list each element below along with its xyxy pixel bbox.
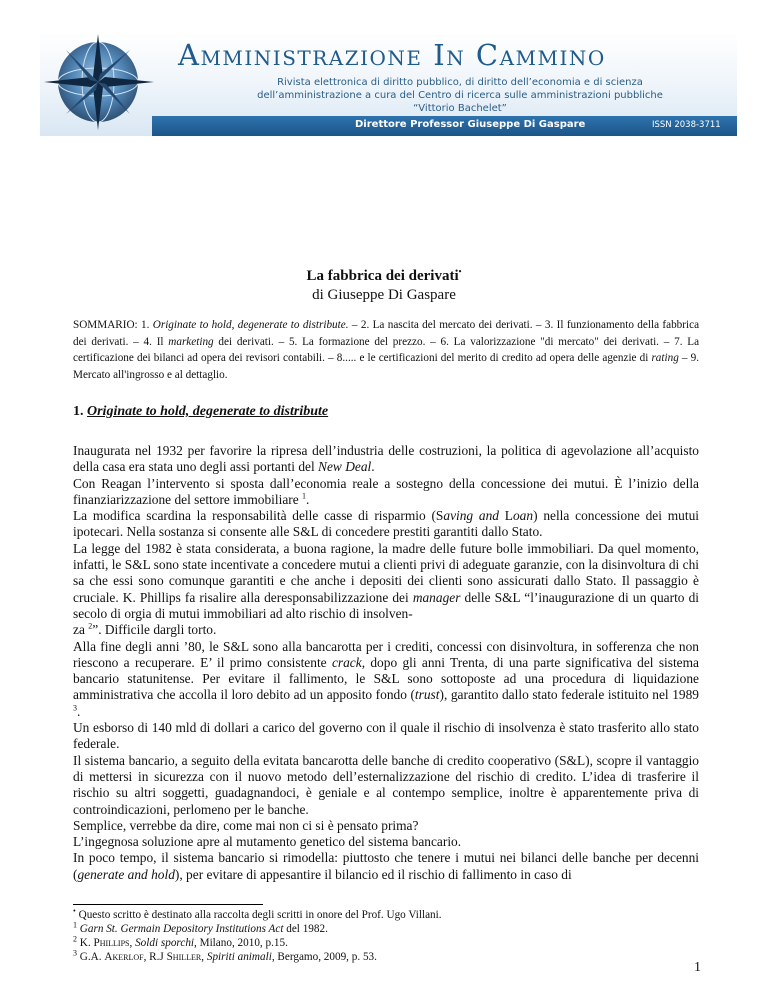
- summary-item: 4. Il marketing dei derivati. –: [143, 335, 289, 348]
- summary-item: 3. Il funzionamento della fabbrica dei derivati. –: [73, 319, 700, 348]
- footnote-ref: 1: [302, 491, 307, 501]
- summary: [73, 317, 699, 383]
- section-number: 1.: [73, 404, 84, 419]
- paragraph: Il sistema bancario, a seguito della evitata bancarotta delle banche di credito cooperativo (S&L), scopre il vantaggio di mettersi in sicurezza con il nuovo metodo dell’esternalizzazione del rischio di credito. L’idea di trasferire il rischio su altri soggetti, guadagnandoci, è geniale e al contempo semplice, inoltre è apparentemente priva di controindicazioni, perlomeno per le banche.: [73, 752, 699, 817]
- journal-banner: [40, 32, 737, 136]
- summary-item: 6. La valorizzazione "di mercato" dei derivati. –: [440, 335, 675, 348]
- title-footnote-mark: •: [458, 267, 462, 276]
- footnote: $^1$ Garn St. Germain Depository Institutions Act del 1982.: [73, 920, 328, 935]
- paragraph: Semplice, verrebbe da dire, come mai non ci si è pensato prima?: [73, 817, 419, 833]
- summary-item: 9. Mercato all'ingrosso e al dettaglio.: [73, 352, 699, 381]
- summary-item: 8..... e le certificazioni del merito di credito ad opera delle agenzie di rating –: [336, 352, 691, 364]
- footnote: $^2$ K. Phillips, Soldi sporchi, Milano, 2010, p.15.: [73, 934, 288, 949]
- article-body: [73, 443, 699, 883]
- paragraph: In poco tempo, il sistema bancario si rimodella: piuttosto che tenere i mutui nei bilanci delle banche per decenni (generate and hold), per evitare di appesantire il bilancio ed il rischio di fallimento in caso di: [73, 850, 699, 882]
- section-heading: [73, 404, 328, 420]
- footnote: $^3$ G.A. Akerlof, R.J Shiller, Spiriti animali, Bergamo, 2009, p. 53.: [73, 948, 377, 963]
- page-number: 1: [694, 960, 701, 975]
- article-title-text: La fabbrica dei derivati: [306, 268, 459, 284]
- paragraph: Alla fine degli anni ’80, le S&L sono alla bancarotta per i crediti, concessi con disinvoltura, in sofferenza che non riescono a recuperare. E’ il primo consistente crack, dopo gli anni Trenta, di una parte significativa del sistema bancario statunitense. Per evitare il fallimento, le S&L sono sottoposte ad una procedura di liquidazione amministrativa che accolla il loro debito ad un apposito fondo (trust), garantito dallo stato federale istituito nel 1989 $^3$.: [73, 638, 699, 719]
- summary-label: SOMMARIO:: [73, 319, 138, 331]
- footnote-ref: 3: [73, 703, 77, 713]
- footnotes: [73, 908, 699, 964]
- paragraph: Inaugurata nel 1932 per favorire la ripresa dell’industria delle costruzioni, la politica di agevolazione all’acquisto della casa era stata uno degli assi portanti del New Deal.: [73, 443, 699, 475]
- footnote: • Questo scritto è destinato alla raccolta degli scritti in onore del Prof. Ugo Villani.: [73, 906, 442, 921]
- summary-item: 2. La nascita del mercato dei derivati. –: [360, 319, 545, 331]
- subtitle-line: dell’amministrazione a cura del Centro di ricerca sulle amministrazioni pubbliche: [257, 90, 663, 101]
- journal-title: Amministrazione In Cammino: [178, 38, 606, 72]
- journal-director: Direttore Professor Giuseppe Di Gaspare: [355, 119, 586, 130]
- paragraph: Con Reagan l’intervento si sposta dall’economia reale a sostegno della concessione dei mutui. È l’inizio della finanziarizzazione del settore immobiliare $^1$.: [73, 475, 699, 507]
- journal-issn: ISSN 2038-3711: [652, 120, 721, 130]
- paragraph: L’ingegnosa soluzione apre al mutamento genetico del sistema bancario.: [73, 834, 462, 850]
- subtitle-line: “Vittorio Bachelet”: [413, 103, 507, 114]
- summary-item: 5. La formazione del prezzo. –: [288, 335, 441, 348]
- paragraph: La modifica scardina la responsabilità delle casse di risparmio (Saving and Loan) nella concessione dei mutui ipotecari. Nella sostanza si consente alle S&L di concedere prestiti garantiti dallo Stato.: [73, 508, 700, 540]
- article-author: di Giuseppe Di Gaspare: [312, 287, 456, 303]
- journal-subtitle: [210, 76, 710, 115]
- paragraph: Un esborso di 140 mld di dollari a carico del governo con il quale il rischio di insolvenza è stato trasferito allo stato federale.: [73, 720, 699, 752]
- subtitle-line: Rivista elettronica di diritto pubblico, di diritto dell’economia e di scienza: [277, 77, 643, 88]
- footnote-separator: [73, 904, 263, 905]
- section-title: Originate to hold, degenerate to distribute: [87, 404, 329, 419]
- article-title: [0, 268, 768, 285]
- summary-item: 1. Originate to hold, degenerate to distribute. –: [141, 319, 361, 331]
- summary-item: 7. La certificazione dei bilanci ad opera dei revisori contabili. –: [73, 335, 700, 364]
- paragraph: La legge del 1982 è stata considerata, a buona ragione, la madre delle future bolle immobiliari. Da quel momento, infatti, le S&L sono state incentivate a concedere mutui a clienti privi di adeguate garanzie, con la disinvoltura di chi sa che essi sono comunque garantiti e che anche i depositi dei clienti sono assicurati dallo Stato. Il passaggio è cruciale. K. Phillips fa risalire alla deresponsabilizzazione dei manager delle S&L “l’inaugurazione di un quarto di secolo di orgia di mutui immobiliari ad alto rischio di insolven- za $^2$”. Difficile dargli torto.: [73, 540, 699, 638]
- footnote-ref: 2: [88, 621, 93, 631]
